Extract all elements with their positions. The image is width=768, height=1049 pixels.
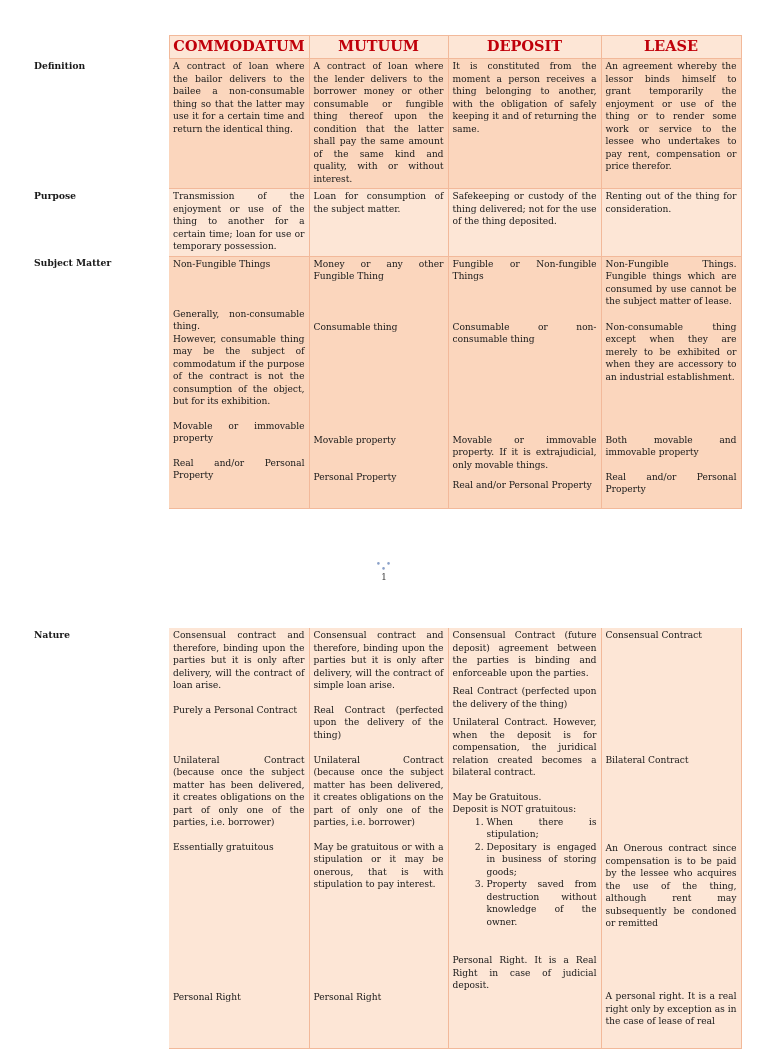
row-purpose: [28, 189, 741, 257]
purpose-deposit: Safekeeping or custody of the thing delivered; not for the use of the thing deposited.: [448, 189, 601, 257]
row-label-purpose: Purpose: [28, 189, 169, 257]
subject-matter-mutuum: [309, 256, 448, 508]
sm-commodatum-kind: Non-Fungible Things: [173, 259, 271, 270]
page-number-text: 1: [381, 573, 387, 583]
sm-mutuum-property: Movable property: [313, 435, 396, 446]
subject-matter-commodatum: [169, 256, 309, 508]
header-deposit: DEPOSIT: [448, 36, 601, 59]
nature-deposit-gratuitous: May be Gratuitous.: [452, 792, 542, 803]
sm-deposit-right: Real and/or Personal Property: [452, 480, 592, 491]
nature-deposit-list: [453, 817, 597, 930]
purpose-commodatum: Transmission of the enjoyment or use of the thing to another for a certain time; loan for use or temporary possession.: [169, 189, 309, 257]
definition-commodatum: A contract of loan where the bailor delivers to the bailee a non-consumable thing so that the latter may use it for a certain time and return the identical thing.: [169, 59, 309, 189]
nature-mutuum-right: Personal Right: [313, 992, 382, 1003]
nature-deposit-not-gratuitous: Deposit is NOT gratuitous:: [452, 805, 577, 815]
sm-deposit-consumability: Consumable or non-consumable thing: [452, 322, 597, 345]
sm-lease-property: Both movable and immovable property: [605, 435, 737, 458]
list-item: 1. When there is stipulation;: [487, 817, 597, 842]
nature-deposit-unilateral: Unilateral Contract. However, when the deposit is for compensation, the juridical relation created becomes a bilateral contract.: [452, 718, 597, 778]
sm-commodatum-right: Real and/or Personal Property: [173, 458, 305, 481]
sm-lease-kind: Non-Fungible Things. Fungible things which are consumed by use cannot be the subject matter of lease.: [605, 259, 737, 307]
header-row: [28, 36, 741, 59]
purpose-lease: Renting out of the thing for consideration.: [601, 189, 741, 257]
nature-lease-consensual: Consensual Contract: [605, 631, 702, 641]
sm-commodatum-consumability: Generally, non-consumable thing.: [173, 309, 305, 332]
nature-lease-right: A personal right. It is a real right only by exception as in the case of lease of real: [605, 992, 737, 1027]
nature-commodatum-gratuitous: Essentially gratuitous: [173, 842, 274, 853]
nature-lease-onerous: An Onerous contract since compensation is to be paid by the lessee who acquires the use of the thing, although rent may subsequently be condoned or remitted: [605, 844, 737, 929]
row-label-definition: Definition: [28, 59, 169, 189]
nature-mutuum-real: Real Contract (perfected upon the delivery of the thing): [313, 705, 444, 741]
sm-mutuum-consumability: Consumable thing: [313, 322, 398, 333]
header-lease: LEASE: [601, 36, 741, 59]
sm-deposit-property: Movable or immovable property. If it is extrajudicial, only movable things.: [452, 435, 597, 471]
header-mutuum: MUTUUM: [309, 36, 448, 59]
sm-lease-consumability: Non-consumable thing except when they are merely to be exhibited or when they are accessory to an industrial establishment.: [605, 322, 737, 383]
sm-mutuum-right: Personal Property: [313, 472, 397, 483]
nature-mutuum: [309, 628, 448, 1048]
sm-commodatum-exception: However, consumable thing may be the subject of commodatum if the purpose of the contract is not the consumption of the object, but for its exhibition.: [173, 334, 305, 407]
page-number-ornament: • • •: [375, 560, 393, 575]
nature-deposit-right: Personal Right. It is a Real Right in case of judicial deposit.: [452, 956, 597, 991]
nature-mutuum-unilateral: Unilateral Contract (because once the subject matter has been delivered, it creates obligations on the part of only one of the parties, i.e. borrower): [313, 755, 444, 828]
header-commodatum: COMMODATUM: [169, 36, 309, 59]
sm-lease-right: Real and/or Personal Property: [605, 472, 737, 495]
purpose-mutuum: Loan for consumption of the subject matter.: [309, 189, 448, 257]
row-label-nature: Nature: [28, 628, 169, 1048]
sm-deposit-kind: Fungible or Non-fungible Things: [452, 259, 597, 282]
comparison-table-2: [28, 628, 742, 1049]
row-subject-matter: [28, 256, 741, 508]
definition-deposit: It is constituted from the moment a person receives a thing belonging to another, with the obligation of safely keeping it and of returning the same.: [448, 59, 601, 189]
nature-commodatum: [169, 628, 309, 1048]
row-nature: [28, 628, 741, 1048]
definition-mutuum: A contract of loan where the lender delivers to the borrower money or other consumable or fungible thing thereof upon the condition that the latter shall pay the same amount of the same kind and quality, with or without interest.: [309, 59, 448, 189]
sm-mutuum-kind: Money or any other Fungible Thing: [313, 259, 444, 282]
nature-deposit-consensual: Consensual Contract (future deposit) agreement between the parties is binding and enforceable upon the parties.: [452, 631, 597, 679]
row-definition: [28, 59, 741, 189]
nature-lease-bilateral: Bilateral Contract: [605, 756, 689, 766]
nature-mutuum-gratuitous: May be gratuitous or with a stipulation or it may be onerous, that is with stipulation to pay interest.: [313, 842, 444, 890]
nature-deposit: [448, 628, 601, 1048]
nature-commodatum-consensual: Consensual contract and therefore, binding upon the parties but it is only after delivery, will the contract of loan arise.: [173, 631, 305, 691]
header-blank-cell: [28, 36, 169, 59]
nature-commodatum-personal: Purely a Personal Contract: [173, 705, 298, 716]
definition-lease: An agreement whereby the lessor binds himself to grant temporarily the enjoyment or use of the thing or to render some work or service to the lessee who undertakes to pay rent, compensation or price therefor.: [601, 59, 741, 189]
nature-commodatum-right: Personal Right: [173, 992, 241, 1003]
subject-matter-lease: [601, 256, 741, 508]
list-item: 2. Depositary is engaged in business of storing goods;: [487, 842, 597, 880]
sm-commodatum-property: Movable or immovable property: [173, 421, 305, 444]
comparison-table-1: [28, 35, 742, 509]
nature-deposit-real: Real Contract (perfected upon the delivery of the thing): [452, 687, 597, 710]
nature-commodatum-unilateral: Unilateral Contract (because once the subject matter has been delivered, it creates obligations on the part of only one of the parties, i.e. borrower): [173, 755, 305, 828]
page-number: [374, 560, 394, 583]
list-item: 3. Property saved from destruction without knowledge of the owner.: [487, 879, 597, 929]
row-label-subject-matter: Subject Matter: [28, 256, 169, 508]
nature-lease: [601, 628, 741, 1048]
nature-mutuum-consensual: Consensual contract and therefore, binding upon the parties but it is only after delivery, will the contract of simple loan arise.: [313, 631, 444, 691]
subject-matter-deposit: [448, 256, 601, 508]
